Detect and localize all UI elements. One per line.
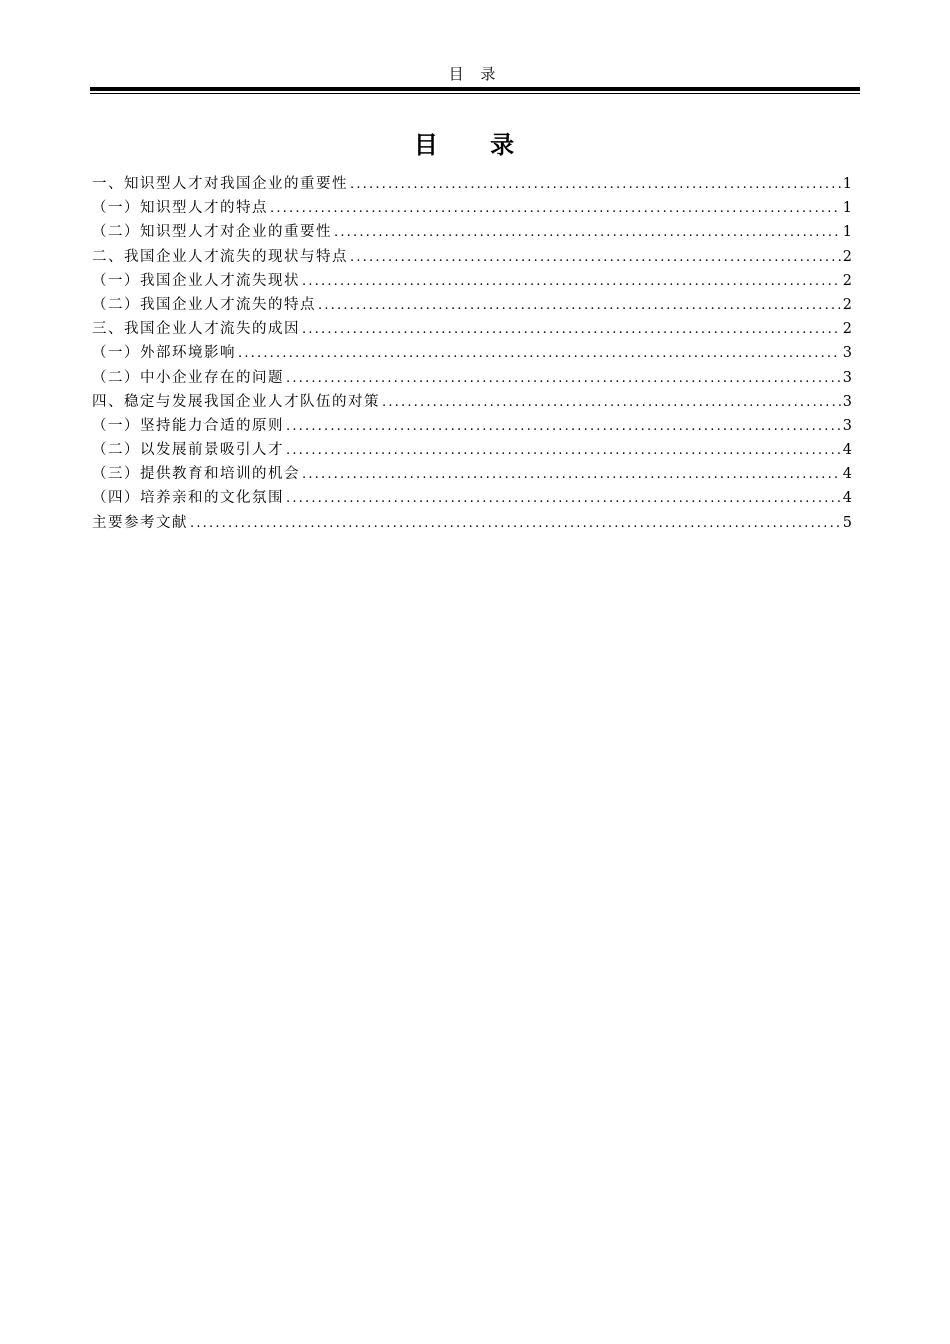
toc-entry-label: 一、知识型人才对我国企业的重要性 xyxy=(92,176,348,192)
toc-entry-label: （二）以发展前景吸引人才 xyxy=(92,442,284,459)
toc-leader-dots xyxy=(286,487,841,511)
toc-leader-dots xyxy=(334,221,841,245)
toc-entry[interactable] xyxy=(92,172,852,196)
toc-leader-dots xyxy=(190,512,841,536)
toc-leader-dots xyxy=(302,318,841,342)
toc-entry-page: 1 xyxy=(842,176,852,192)
toc-entry-page: 3 xyxy=(842,345,852,362)
toc-leader-dots xyxy=(382,391,841,415)
running-header: 目 录 xyxy=(448,65,502,83)
toc-entry-label: （一）外部环境影响 xyxy=(92,345,236,362)
table-of-contents xyxy=(92,172,852,535)
toc-entry-label: （一）我国企业人才流失现状 xyxy=(92,272,300,289)
toc-entry[interactable] xyxy=(92,366,852,390)
header-rule-thick xyxy=(90,87,860,91)
toc-entry-label: 三、我国企业人才流失的成因 xyxy=(92,321,300,338)
toc-leader-dots xyxy=(302,463,841,487)
toc-entry[interactable] xyxy=(92,269,852,293)
toc-leader-dots xyxy=(286,439,841,463)
toc-entry[interactable] xyxy=(92,317,852,341)
header-rule-thin xyxy=(90,93,860,94)
toc-leader-dots xyxy=(350,173,841,197)
toc-entry-page: 3 xyxy=(842,393,852,410)
toc-entry-page: 2 xyxy=(842,248,852,265)
toc-entry-label: （二）中小企业存在的问题 xyxy=(92,369,284,386)
toc-entry-label: 主要参考文献 xyxy=(92,514,188,531)
toc-entry-page: 1 xyxy=(842,224,852,241)
toc-entry[interactable] xyxy=(92,245,852,269)
toc-leader-dots xyxy=(270,197,841,221)
toc-entry[interactable] xyxy=(92,220,852,244)
toc-leader-dots xyxy=(302,270,841,294)
toc-entry-label: （四）培养亲和的文化氛围 xyxy=(92,490,284,507)
toc-entry-page: 2 xyxy=(842,321,852,338)
toc-entry-page: 2 xyxy=(842,272,852,289)
toc-entry-label: （三）提供教育和培训的机会 xyxy=(92,466,300,483)
toc-entry[interactable] xyxy=(92,462,852,486)
toc-entry[interactable] xyxy=(92,341,852,365)
toc-entry[interactable] xyxy=(92,511,852,535)
toc-entry-label: （二）我国企业人才流失的特点 xyxy=(92,296,316,313)
toc-entry-page: 4 xyxy=(842,466,852,483)
toc-entry-page: 3 xyxy=(842,417,852,434)
toc-entry-label: （一）知识型人才的特点 xyxy=(92,200,268,217)
toc-leader-dots xyxy=(350,246,841,270)
toc-title: 目 录 xyxy=(413,131,537,159)
toc-leader-dots xyxy=(238,342,841,366)
toc-entry-page: 4 xyxy=(842,490,852,507)
toc-entry[interactable] xyxy=(92,196,852,220)
toc-entry[interactable] xyxy=(92,438,852,462)
toc-entry-label: 二、我国企业人才流失的现状与特点 xyxy=(92,248,348,265)
toc-entry[interactable] xyxy=(92,486,852,510)
toc-entry-label: 四、稳定与发展我国企业人才队伍的对策 xyxy=(92,393,380,410)
toc-entry-page: 1 xyxy=(842,200,852,217)
toc-leader-dots xyxy=(286,415,841,439)
toc-entry-label: （二）知识型人才对企业的重要性 xyxy=(92,224,332,241)
toc-entry-page: 4 xyxy=(842,442,852,459)
toc-entry-page: 2 xyxy=(842,296,852,313)
toc-entry[interactable] xyxy=(92,390,852,414)
toc-leader-dots xyxy=(286,367,841,391)
toc-entry[interactable] xyxy=(92,414,852,438)
toc-entry-page: 3 xyxy=(842,369,852,386)
toc-entry-page: 5 xyxy=(842,514,852,531)
toc-leader-dots xyxy=(318,294,841,318)
toc-entry[interactable] xyxy=(92,293,852,317)
toc-entry-label: （一）坚持能力合适的原则 xyxy=(92,417,284,434)
